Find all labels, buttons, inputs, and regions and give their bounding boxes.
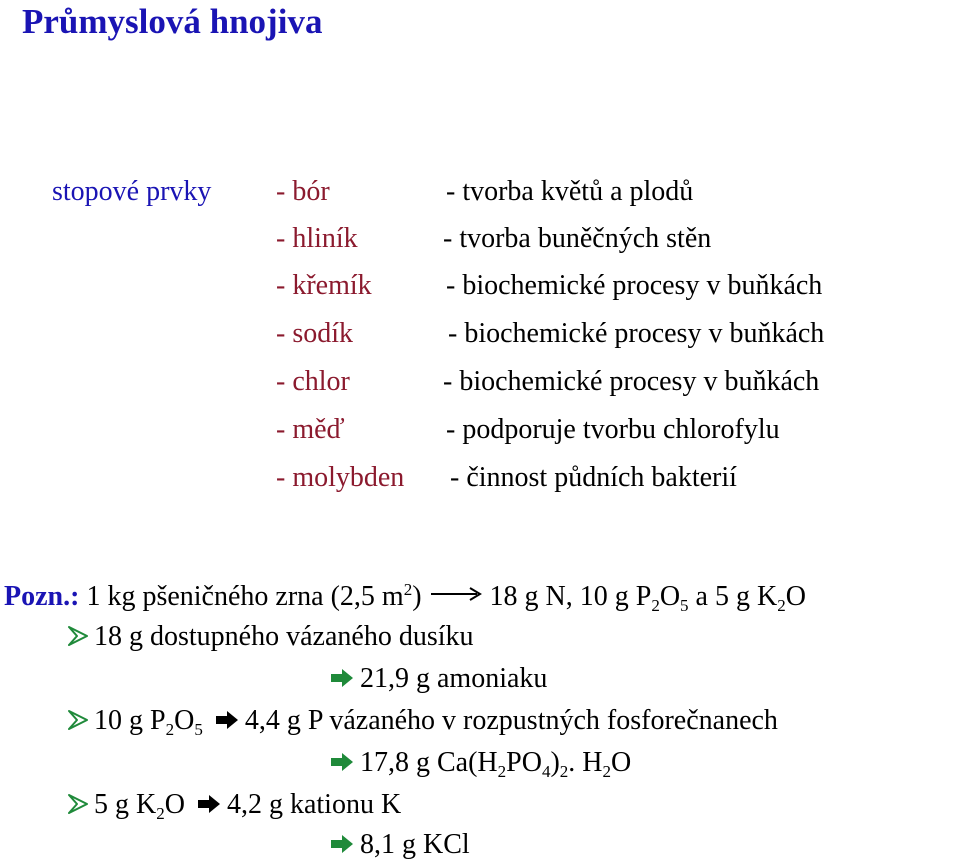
subscript: 2 [559,762,569,781]
line-text: O [174,705,195,736]
derived-line [66,704,778,738]
line-text: O [611,747,632,778]
note-text: 18 g N, 10 g P [489,581,652,612]
page-title: Průmyslová hnojiva [22,2,323,41]
note-text: 1 kg pšeničného zrna (2,5 m [79,581,404,612]
arrow-right-icon [330,833,354,855]
element-name: - bór [276,176,330,207]
element-name: - chlor [276,366,350,397]
line-text: 17,8 g Ca(H [360,747,498,778]
subscript: 2 [165,720,175,739]
note-text: ) [412,581,422,612]
subscript: 5 [680,596,689,615]
line-text: 4,4 g P vázaného v rozpustných fosforečnanech [244,705,778,736]
line-text: 10 g P [94,705,166,736]
element-name: - hliník [276,223,358,254]
line-text: 18 g dostupného vázaného dusíku [94,621,474,652]
note-line [4,580,806,614]
element-name: - křemík [276,270,372,301]
line-text: O [164,789,185,820]
arrow-right-icon [330,667,354,689]
line-text: 4,2 g kationu K [226,789,402,820]
element-role: - podporuje tvorbu chlorofylu [446,414,780,445]
subscript: 2 [651,596,660,615]
element-name: - měď [276,414,345,445]
element-role: - tvorba květů a plodů [446,176,694,207]
derived-line [66,788,401,822]
superscript: 2 [403,580,413,599]
subscript: 2 [777,596,786,615]
element-name: - sodík [276,318,353,349]
element-role: - biochemické procesy v buňkách [448,318,825,349]
note-text: O [785,581,806,612]
derived-line [330,828,470,862]
chevron-bullet-icon [66,708,90,732]
note-label: Pozn.: [4,581,80,612]
subscript: 2 [156,804,165,823]
element-role: - biochemické procesy v buňkách [443,366,820,397]
line-text: 5 g K [94,789,157,820]
subscript: 2 [497,762,507,781]
line-text: PO [506,747,542,778]
element-role: - tvorba buněčných stěn [443,223,712,254]
line-text: 8,1 g KCl [360,829,470,860]
line-text: . H [568,747,603,778]
arrow-right-icon [215,709,239,731]
chevron-bullet-icon [66,624,90,648]
arrow-right-icon [197,793,221,815]
subscript: 2 [602,762,612,781]
arrow-right-icon [330,751,354,773]
derived-line [330,746,631,780]
note-text: a 5 g K [688,581,778,612]
element-role: - činnost půdních bakterií [450,462,737,493]
element-role: - biochemické procesy v buňkách [446,270,823,301]
note-text: O [659,581,681,612]
derived-line [330,662,547,696]
subscript: 4 [541,762,551,781]
chevron-bullet-icon [66,792,90,816]
subscript: 5 [194,720,203,739]
line-text: 21,9 g amoniaku [360,663,548,694]
section-label: stopové prvky [52,176,212,207]
arrow-right-icon [430,585,482,603]
element-name: - molybden [276,462,405,493]
derived-line [66,620,474,654]
line-text: ) [550,747,560,778]
